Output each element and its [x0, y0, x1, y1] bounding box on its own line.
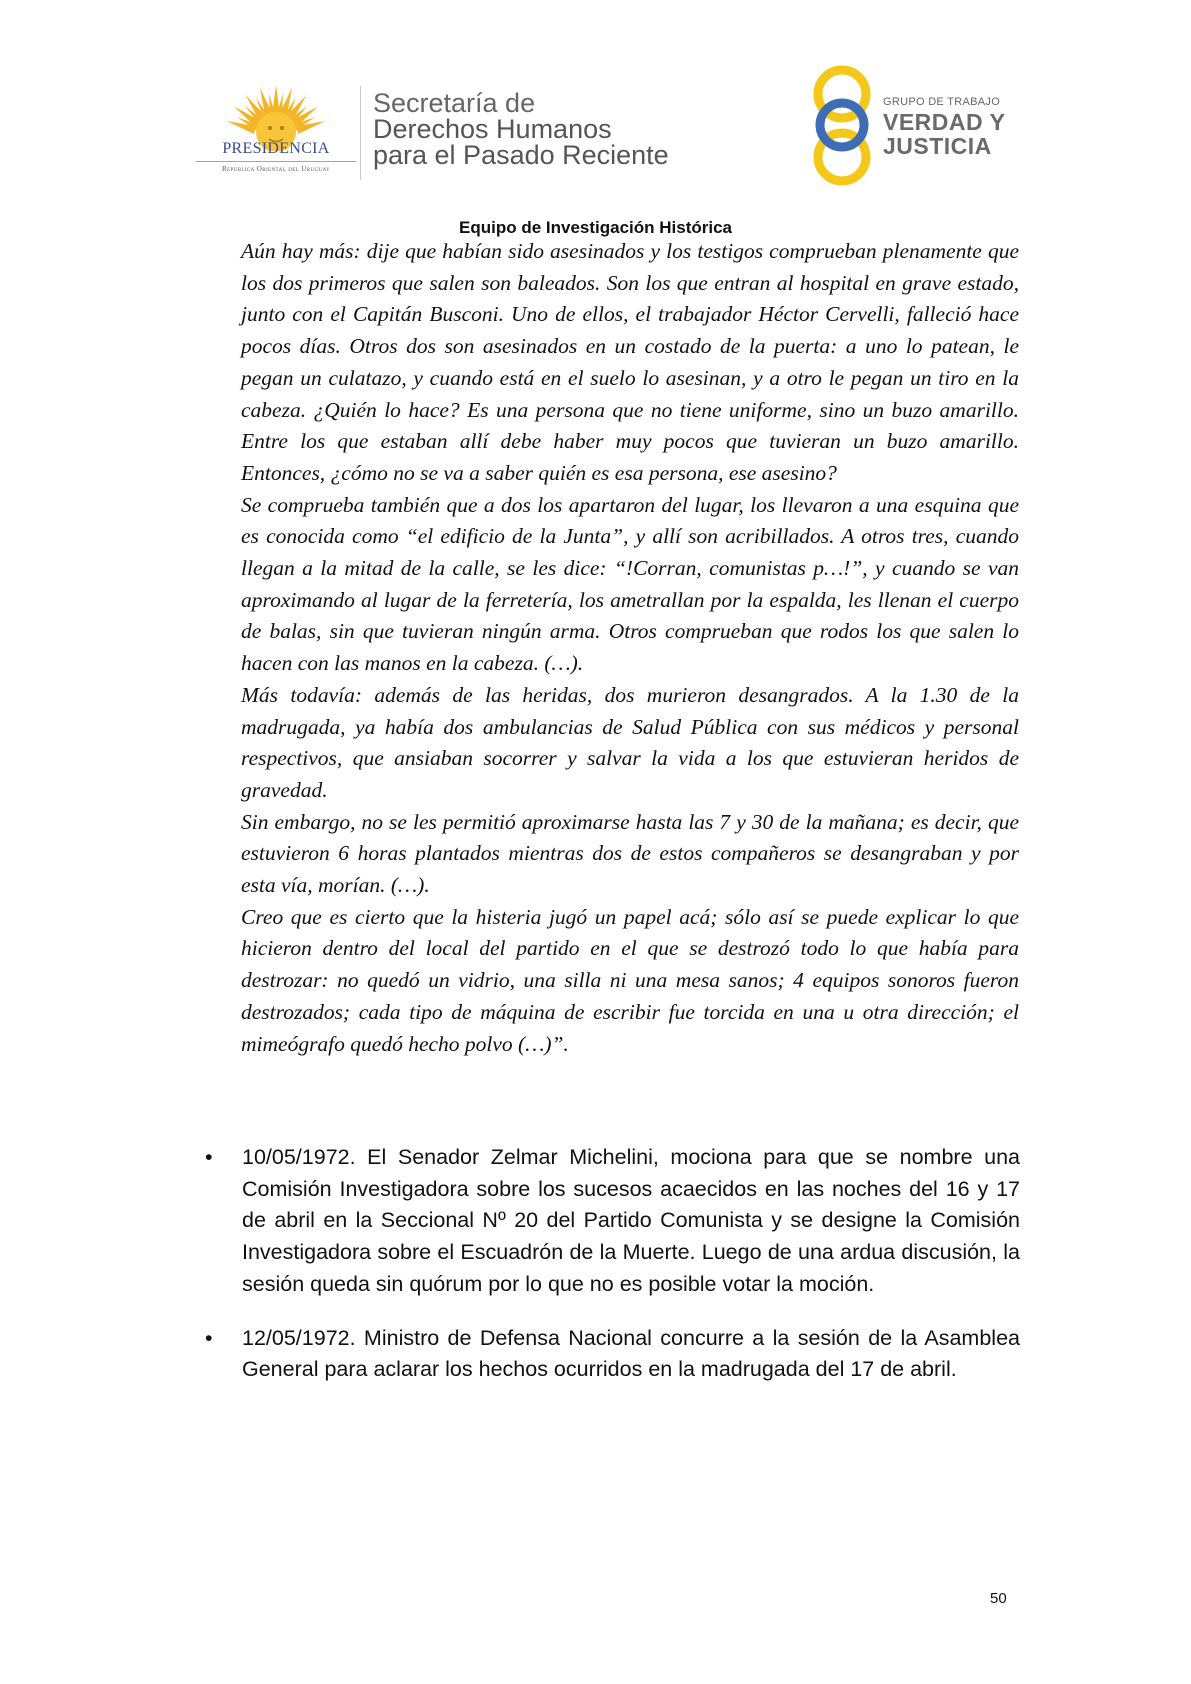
quoted-testimony	[241, 236, 1019, 1060]
verdad-justicia-rings-logo	[805, 62, 880, 190]
presidencia-subtitle: República Oriental del Uruguay	[221, 165, 331, 173]
vyj-title	[883, 110, 1005, 158]
secretaria-line-3: para el Pasado Reciente	[373, 140, 669, 170]
quote-paragraph: Aún hay más: dije que habían sido asesinados y los testigos comprueban plenamente que los dos primeros que salen son baleados. Son los que entran al hospital en grave estado, junto con el Capitán Busconi. Uno de ellos, el trabajador Héctor Cervelli, falleció hace pocos días. Otros dos son asesinados en un costado de la puerta: a uno lo patean, le pegan un culatazo, y cuando está en el suelo lo asesinan, y a otro le pegan un tiro en la cabeza. ¿Quién lo hace? Es una persona que no tiene uniforme, sino un buzo amarillo. Entre los que estaban allí debe haber muy pocos que tuvieran un buzo amarillo. Entonces, ¿cómo no se va a saber quién es esa persona, ese asesino?	[241, 239, 1019, 485]
secretaria-title	[373, 90, 669, 168]
vyj-group-label: GRUPO DE TRABAJO	[883, 96, 1001, 108]
page-number: 50	[990, 1590, 1007, 1607]
bullet-marker: •	[205, 1325, 213, 1350]
quote-paragraph: Sin embargo, no se les permitió aproximarse hasta las 7 y 30 de la mañana; es decir, que estuvieron 6 horas plantados mientras dos de estos compañeros se desangraban y por esta vía, morían. (…).	[241, 809, 1019, 898]
document-subtitle: Equipo de Investigación Histórica	[459, 218, 732, 237]
presidencia-rule	[196, 161, 356, 162]
quote-paragraph: Creo que es cierto que la histeria jugó un papel acá; sólo así se puede explicar lo que hicieron dentro del local del partido en el que se destrozó todo lo que había para destrozar: no quedó un vidrio, una silla ni una mesa sanos; 4 equipos sonoros fueron destrozados; cada tipo de máquina de escribir fue torcida en una u otra dirección; el mimeógrafo quedó hecho polvo (…)”.	[241, 904, 1019, 1056]
secretaria-line-1: Secretaría de	[373, 88, 536, 118]
chronology-list	[200, 1142, 1020, 1408]
header-divider	[360, 86, 361, 180]
quote-paragraph: Se comprueba también que a dos los apartaron del lugar, los llevaron a una esquina que es conocida como “el edificio de la Junta”, y allí son acribillados. A otros tres, cuando llegan a la mitad de la calle, se les dice: “!Corran, comunistas p…!”, y cuando se van aproximando al lugar de la ferretería, los ametrallan por la espalda, les llenan el cuerpo de balas, sin que tuvieran ningún arma. Otros comprueban que rodos los que salen lo hacen con las manos en la cabeza. (…).	[241, 492, 1019, 676]
vyj-title-line-1: VERDAD Y	[883, 109, 1006, 135]
quote-paragraph: Más todavía: además de las heridas, dos murieron desangrados. A la 1.30 de la madrugada, ya había dos ambulancias de Salud Pública con sus médicos y personal respectivos, que ansiaban socorrer y salvar la vida a los que estuvieran heridos de gravedad.	[241, 682, 1019, 802]
page-header	[0, 0, 1191, 230]
list-item	[200, 1142, 1020, 1301]
bullet-marker: •	[205, 1145, 213, 1169]
presidencia-name: PRESIDENCIA	[222, 140, 330, 157]
list-item-text: 12/05/1972. Ministro de Defensa Nacional concurre a la sesión de la Asamblea General para aclarar los hechos ocurridos en la madrugada del 17 de abril.	[242, 1325, 1020, 1382]
vyj-title-line-2: JUSTICIA	[883, 133, 992, 159]
secretaria-line-2: Derechos Humanos	[373, 114, 612, 144]
list-item-text: 10/05/1972. El Senador Zelmar Michelini, mociona para que se nombre una Comisión Investigadora sobre los sucesos acaecidos en las noches del 16 y 17 de abril en la Seccional Nº 20 del Partido Comunista y se designe la Comisión Investigadora sobre el Escuadrón de la Muerte. Luego de una ardua discusión, la sesión queda sin quórum por lo que no es posible votar la moción.	[242, 1145, 1020, 1296]
list-item	[200, 1323, 1020, 1386]
